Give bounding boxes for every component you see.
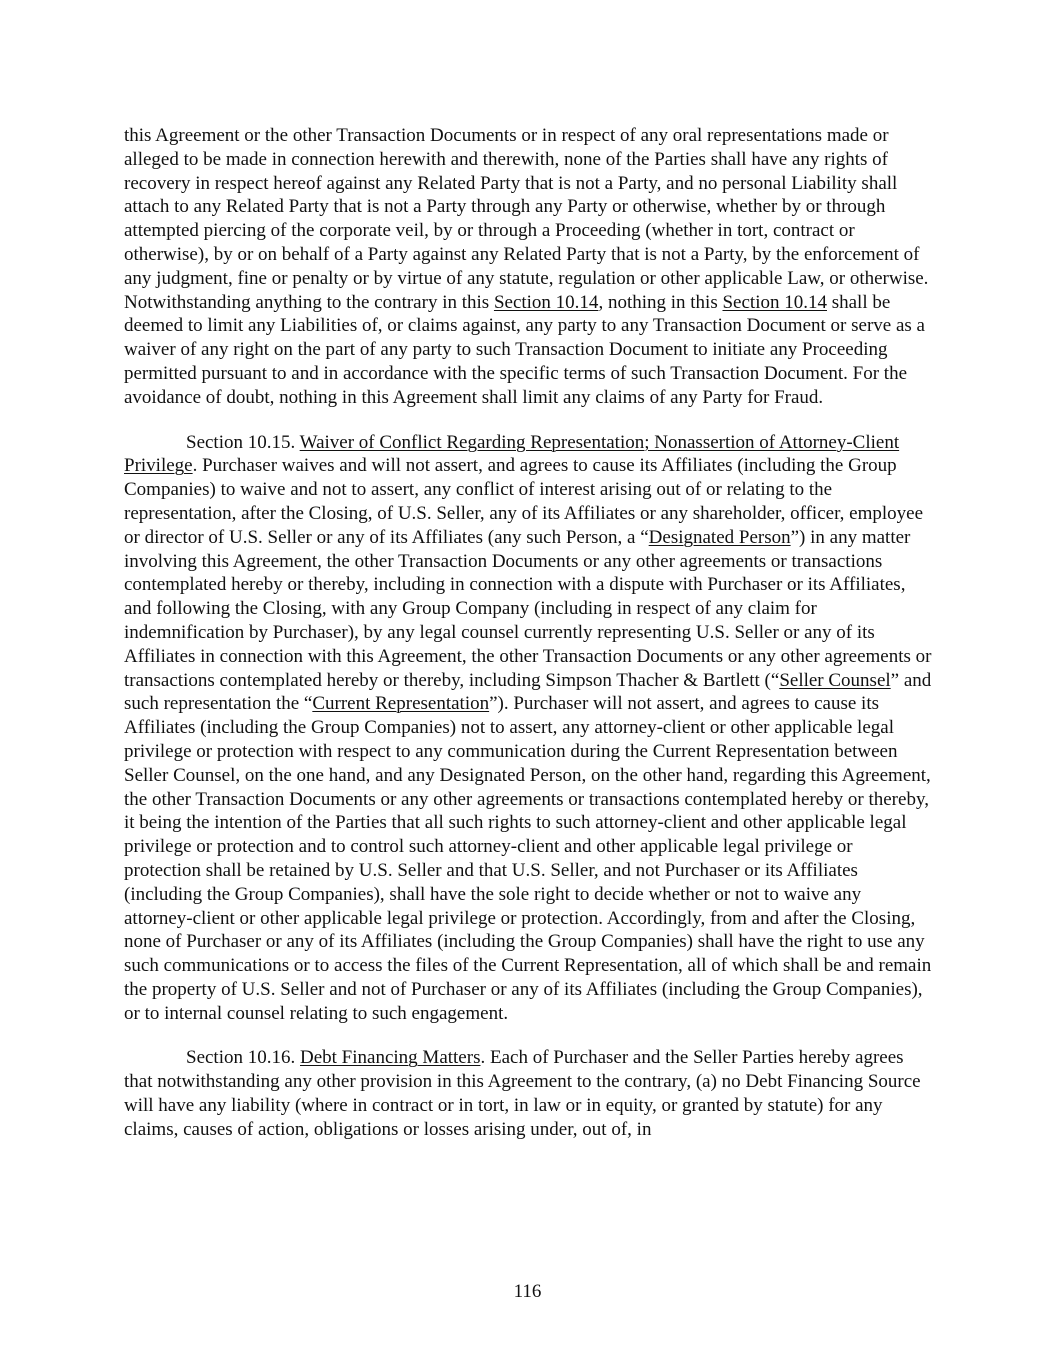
section-number: Section 10.15. <box>186 431 300 453</box>
text-run: ”). Purchaser will not assert, and agrees to cause its Affiliates (including the Group Companies) not to assert, any attorney-client or other applicable legal privilege or protection with respect to any communication during the Current Representation between Seller Counsel, on the one hand, and any Designated Person, on the other hand, regarding this Agreement, the other Transaction Documents or any other agreements or transactions contemplated hereby or thereby, it being the intention of the Parties that all such rights to such attorney-client and other applicable legal privilege or protection and to control such attorney-client and other applicable legal privilege or protection shall be retained by U.S. Seller and that U.S. Seller, and not Purchaser or its Affiliates (including the Group Companies), shall have the sole right to decide whether or not to waive any attorney-client or other applicable legal privilege or protection. Accordingly, from and after the Closing, none of Purchaser or any of its Affiliates (including the Group Companies) shall have the right to use any such communications or to access the files of the Current Representation, all of which shall be and remain the property of U.S. Seller and not of Purchaser or any of its Affiliates (including the Group Companies), or to internal counsel relating to such engagement. <box>124 693 932 1024</box>
paragraph-section-10-16 <box>124 1046 932 1141</box>
defined-term-current-representation: Current Representation <box>312 693 490 715</box>
section-reference-10-14: Section 10.14 <box>493 291 599 313</box>
paragraph-section-10-14-continuation <box>124 124 932 410</box>
text-run: , nothing in this <box>598 291 723 313</box>
defined-term-seller-counsel: Seller Counsel <box>779 669 891 691</box>
paragraph-section-10-15 <box>124 431 932 1026</box>
text-run: ” and such representation the “ <box>124 669 932 715</box>
text-run: this Agreement or the other Transaction Documents or in respect of any oral representations made or alleged to be made in connection herewith and therewith, none of the Parties shall have any rights of recovery in respect hereof against any Related Party that is not a Party, and no personal Liability shall attach to any Related Party that is not a Party through any Party or otherwise, whether by or through attempted piercing of the corporate veil, by or through a Proceeding (whether in tort, contract or otherwise), by or on behalf of a Party against any Related Party that is not a Party, by the enforcement of any judgment, fine or penalty or by virtue of any statute, regulation or other applicable Law, or otherwise. Notwithstanding anything to the contrary in this <box>124 125 929 313</box>
section-heading: Debt Financing Matters <box>300 1047 481 1069</box>
text-run: . Each of Purchaser and the Seller Parties hereby agrees that notwithstanding any other provision in this Agreement to the contrary, (a) no Debt Financing Source will have any liability (where in contract or in tort, in law or in equity, or granted by statute) for any claims, causes of action, obligations or losses arising under, out of, in <box>124 1047 921 1140</box>
section-reference-10-14: Section 10.14 <box>722 291 827 313</box>
text-run: ”) in any matter involving this Agreement, the other Transaction Documents or any other agreements or transactions contemplated hereby or thereby, including in connection with a dispute with Purchaser or its Affiliates, and following the Closing, with any Group Company (including in respect of any claim for indemnification by Purchaser), by any legal counsel currently representing U.S. Seller or any of its Affiliates in connection with this Agreement, the other Transaction Documents or any other agreements or transactions contemplated hereby or thereby, including Simpson Thacher & Bartlett (“ <box>124 526 932 691</box>
defined-term-designated-person: Designated Person <box>648 526 791 548</box>
page-number: 116 <box>513 1281 542 1302</box>
section-heading: Waiver of Conflict Regarding Representation; Nonassertion of Attorney-Client Privilege <box>124 431 900 477</box>
section-number: Section 10.16. <box>186 1047 300 1069</box>
text-run: shall be deemed to limit any Liabilities of, or claims against, any party to any Transaction Document or serve as a waiver of any right on the part of any party to such Transaction Document to initiate any Proceeding permitted pursuant to and in accordance with the specific terms of such Transaction Document. For the avoidance of doubt, nothing in this Agreement shall limit any claims of any Party for Fraud. <box>124 291 925 408</box>
text-run: . Purchaser waives and will not assert, and agrees to cause its Affiliates (including the Group Companies) to waive and not to assert, any conflict of interest arising out of or relating to the representation, after the Closing, of U.S. Seller, any of its Affiliates or any shareholder, officer, employee or director of U.S. Seller or any of its Affiliates (any such Person, a “ <box>124 455 924 548</box>
document-page <box>124 124 932 1163</box>
